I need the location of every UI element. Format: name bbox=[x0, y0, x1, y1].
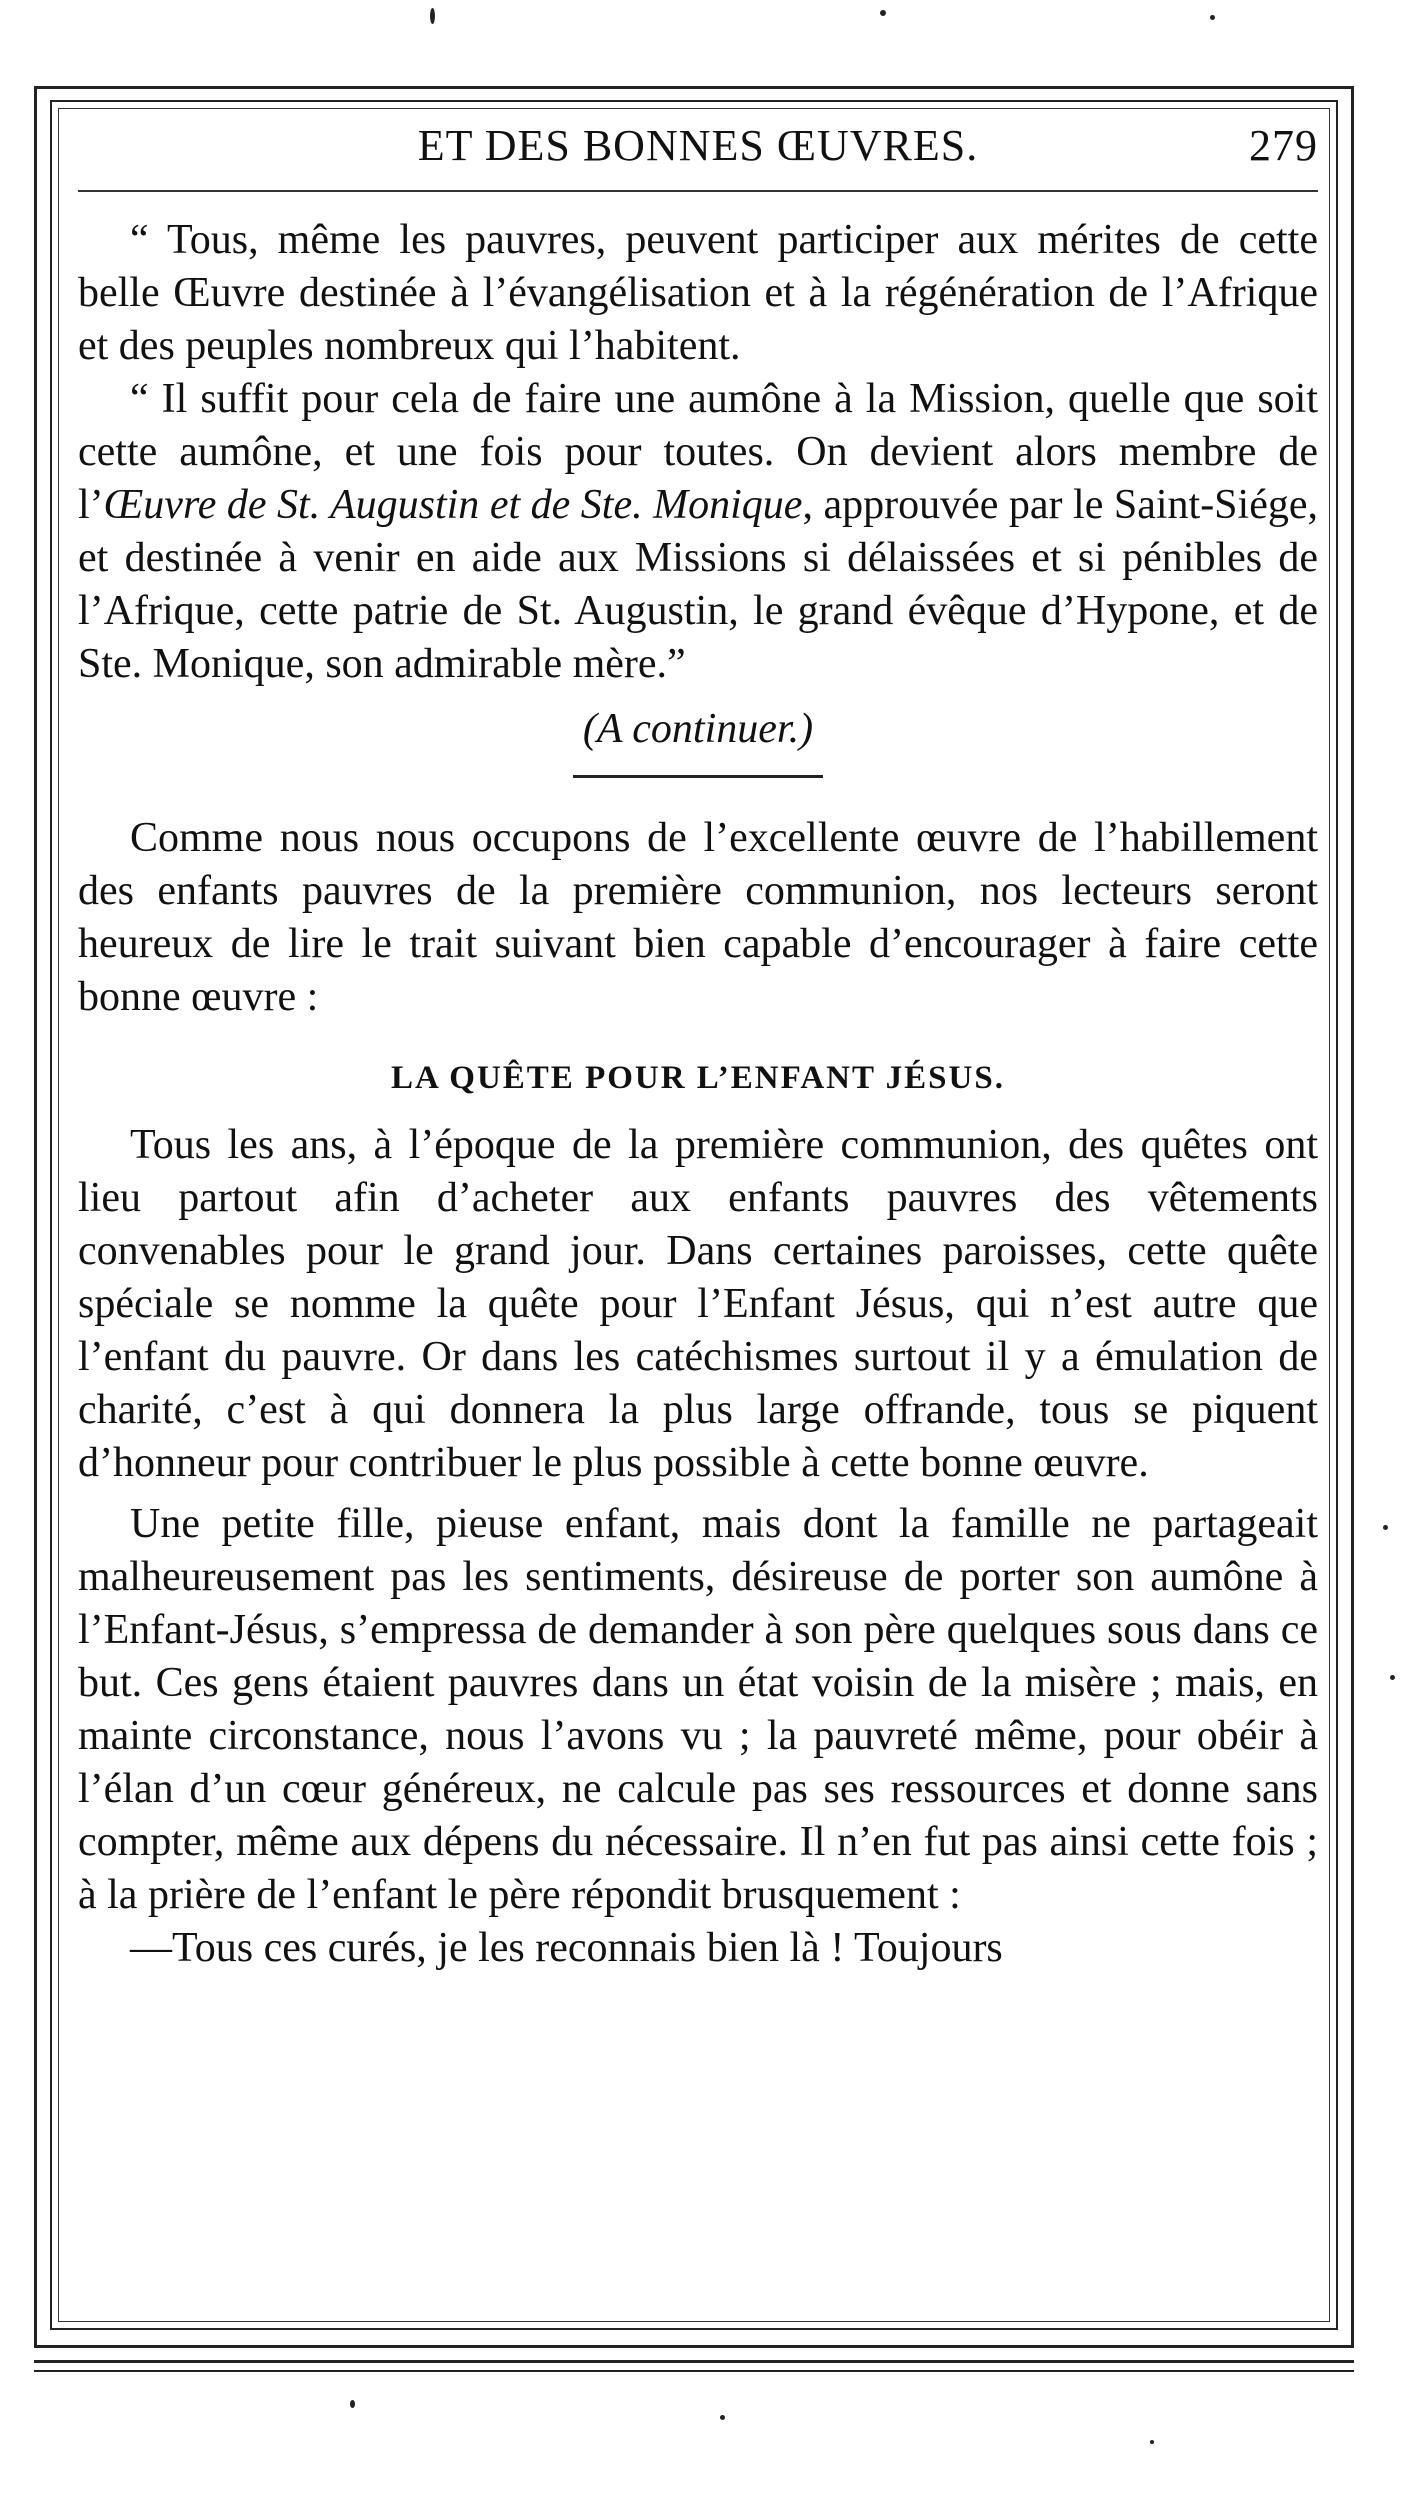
scan-speck bbox=[1150, 2440, 1154, 2444]
scan-speck bbox=[430, 8, 435, 24]
scan-speck bbox=[1390, 1675, 1395, 1680]
paragraph-quote-1: “ Tous, même les pauvres, peuvent participer aux mérites de cette belle Œuvre destinée à l’évangélisation et à la régénération de l’Afrique et des peuples nombreux qui l’habitent. bbox=[78, 217, 1318, 369]
section-title: LA QUÊTE POUR L’ENFANT JÉSUS. bbox=[391, 1060, 1005, 1096]
paragraph-4: Tous les ans, à l’époque de la première communion, des quêtes ont lieu partout afin d’acheter aux enfants pauvres des vêtements convenables pour le grand jour. Dans certaines paroisses, cette quête spéciale se nomme la quête pour l’Enfant Jésus, qui n’est autre que l’enfant du pauvre. Or dans les catéchismes surtout il y a émulation de charité, c’est à qui donnera la plus large offrande, tous se piquent d’honneur pour contribuer le plus possible à cette bonne œuvre. bbox=[78, 1122, 1318, 1486]
paragraph-quote-2-end: , approuvée par le Saint-Siége, et destinée à venir en aide aux Missions si délaissées et si pénibles de l’Afrique, cette patrie de St. Augustin, le grand évêque d’Hypone, et de Ste. Monique, son admirable mère.” bbox=[78, 482, 1318, 687]
scan-speck bbox=[1210, 15, 1215, 20]
header-rule bbox=[78, 190, 1318, 192]
paragraph-quote-2-start: “ Il suffit pour cela de faire une aumône à la Mission, quelle que soit cette aumône, et une fois pour toutes. On devient alors membre de l’ bbox=[78, 376, 1318, 528]
work-title: Œuvre de St. Augustin et de Ste. Monique bbox=[103, 482, 803, 528]
bottom-rule-thin bbox=[34, 2370, 1354, 2372]
page-number: 279 bbox=[1249, 121, 1318, 170]
paragraph-quote-2 bbox=[78, 373, 1318, 691]
paragraph-5: Une petite fille, pieuse enfant, mais dont la famille ne partageait malheureusement pas les sentiments, désireuse de porter son aumône à l’Enfant-Jésus, s’empressa de demander à son père quelques sous dans ce but. Ces gens étaient pauvres dans un état voisin de la misère ; mais, en mainte circonstance, nous l’avons vu ; la pauvreté même, pour obéir à l’élan d’un cœur généreux, ne calcule pas ses ressources et donne sans compter, même aux dépens du nécessaire. Il n’en fut pas ainsi cette fois ; à la prière de l’enfant le père répondit brusquement : bbox=[78, 1501, 1318, 1918]
scan-speck bbox=[1383, 1525, 1388, 1530]
running-title: ET DES BONNES ŒUVRES. bbox=[417, 121, 979, 170]
paragraph-intro: Comme nous nous occupons de l’excellente œuvre de l’habillement des enfants pauvres de la première communion, nos lecteurs seront heureux de lire le trait suivant bien capable d’encourager à faire cette bonne œuvre : bbox=[78, 815, 1318, 1020]
paragraph-6: —Tous ces curés, je les reconnais bien là ! Toujours bbox=[130, 1925, 1003, 1971]
scan-speck bbox=[350, 2400, 355, 2408]
section-separator bbox=[573, 775, 823, 778]
book-page bbox=[78, 120, 1318, 1975]
scan-speck bbox=[880, 10, 886, 16]
to-be-continued: (A continuer.) bbox=[582, 706, 814, 752]
scan-speck bbox=[720, 2415, 725, 2420]
bottom-rule bbox=[34, 2360, 1354, 2363]
page-header bbox=[78, 120, 1318, 182]
